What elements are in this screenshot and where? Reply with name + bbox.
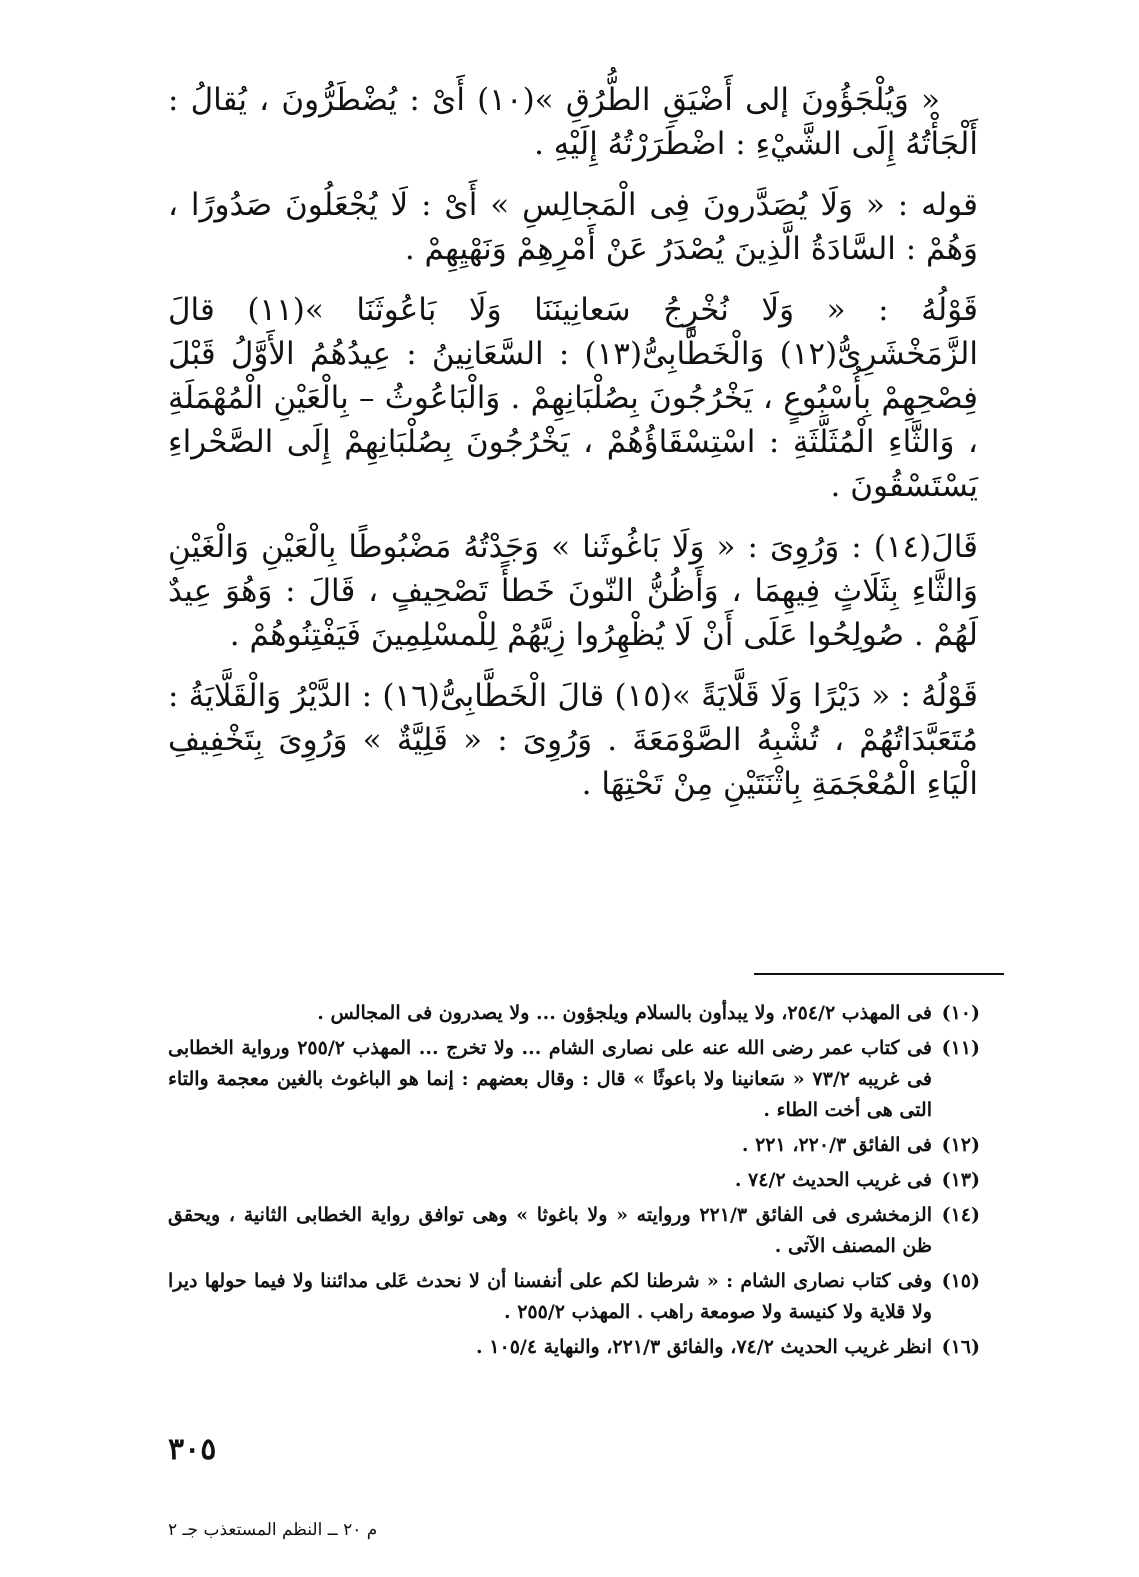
footnote-text: فى غريب الحديث ٧٤/٢ . [734, 1169, 932, 1191]
paragraph-3: قَوْلُهُ : « وَلَا نُخْرِجُ سَعانِينَنَا وَلَا بَاعُوثَنَا »(١١) قالَ الزَّمَخْشَرِىُّ(١٢) وَالْخَطَّابِىُّ(١٣) : السَّعَانِينُ : عِيدُهُمُ الأَوَّلُ قَبْلَ فِصْحِهِمْ بِأُسْبُوعٍ ، يَخْرُجُونَ بِصُلْبَانِهِمْ . وَالْبَاعُوثُ – بِالْعَيْنِ الْمُهْمَلَةِ ، وَالثَّاءِ الْمُثَلَّثَةِ : اسْتِسْقَاؤُهُمْ ، يَخْرُجُونَ بِصُلْبَانِهِمْ إِلَى الصَّحْراءِ يَسْتَسْقُونَ . [168, 292, 978, 504]
footnote-number: (١٠) [941, 1002, 980, 1024]
page-number: ٣٠٥ [168, 1432, 217, 1467]
paragraph-5: قَوْلُهُ : « دَيْرًا وَلَا قَلَّايَةً »(١٥) قالَ الْخَطَّابِىُّ(١٦) : الدَّيْرُ وَالْقَلَّايَةُ : مُتَعَبَّدَاتُهُمْ ، تُشْبِهُ الصَّوْمَعَةَ . وَرُوِىَ : « قَلِيَّةٌ » وَرُوِىَ بِتَخْفِيفِ الْيَاءِ الْمُعْجَمَةِ بِاثْنَتَيْنِ مِنْ تَحْتِهَا . [168, 678, 978, 802]
footnote-12 [168, 1130, 980, 1161]
footnote-16 [168, 1332, 980, 1363]
footnote-text: انظر غريب الحديث ٧٤/٢، والفائق ٢٢١/٣، والنهاية ١٠٥/٤ . [476, 1336, 932, 1358]
footnote-number: (١١) [941, 1037, 980, 1059]
footnote-13 [168, 1165, 980, 1196]
footnote-11 [168, 1033, 980, 1126]
footnote-text: وفى كتاب نصارى الشام : « شرطنا لكم على أنفسنا أن لا نحدث عَلى مدائننا ولا فيما حولها ديرا ولا قلاية ولا كنيسة ولا صومعة راهب . المهذب ٢٥٥/٢ . [168, 1270, 932, 1323]
footnote-text: الزمخشرى فى الفائق ٢٢١/٣ وروايته « ولا باغوثا » وهى توافق رواية الخطابى الثانية ، ويحقق ظن المصنف الآتى . [168, 1204, 932, 1257]
printer-signature: م ٢٠ ــ النظم المستعذب جـ ٢ [168, 1520, 378, 1540]
footnote-number: (١٤) [941, 1204, 980, 1226]
footnote-number: (١٥) [941, 1270, 980, 1292]
footnote-text: فى الفائق ٢٢٠/٣، ٢٢١ . [741, 1134, 932, 1156]
footnote-text: فى كتاب عمر رضى الله عنه على نصارى الشام ... ولا تخرج ... المهذب ٢٥٥/٢ ورواية الخطابى فى غريبه ٧٣/٢ « سَعانينا ولا باعوثًا » قال : وقال بعضهم : إنما هو الباغوث بالغين معجمة والتاء التى هى أخت الطاء . [168, 1037, 933, 1121]
footnote-15 [168, 1266, 980, 1328]
footnote-text: فى المهذب ٢٥٤/٢، ولا يبدأون بالسلام ويلجؤون ... ولا يصدرون فى المجالس . [317, 1002, 932, 1024]
paragraph-2: قوله : « وَلَا يُصَدَّرونَ فِى الْمَجالِسِ » أَىْ : لَا يُجْعَلُونَ صَدُورًا ، وَهُمْ : السَّادَةُ الَّذِينَ يُصْدَرُ عَنْ أَمْرِهِمْ وَنَهْيِهِمْ . [168, 187, 978, 267]
footnotes [168, 998, 980, 1367]
footnote-number: (١٦) [941, 1336, 980, 1358]
footnote-14 [168, 1200, 980, 1262]
footnote-number: (١٣) [941, 1169, 980, 1191]
footnote-number: (١٢) [941, 1134, 980, 1156]
paragraph-1: « وَيُلْجَؤُونَ إلى أَضْيَقِ الطُّرُقِ »(١٠) أَىْ : يُضْطَرُّونَ ، يُقالُ : أَلْجَأْتُهُ إِلَى الشَّيْءِ : اضْطَرَرْتُهُ إِلَيْهِ . [168, 82, 978, 162]
footnote-separator [754, 973, 1004, 975]
footnote-10 [168, 998, 980, 1029]
main-text [168, 78, 978, 823]
paragraph-4: قَالَ(١٤) : وَرُوِىَ : « وَلَا بَاغُوثَنا » وَجَدْتُهُ مَضْبُوطًا بِالْعَيْنِ وَالْغَيْنِ وَالثَّاءِ بِثَلَاثٍ فِيهِمَا ، وَأَظُنُّ النّونَ خَطأً تَصْحِيفٍ ، قَالَ : وَهُوَ عِيدٌ لَهُمْ . صُولِحُوا عَلَى أَنْ لَا يُظْهِرُوا زِيَّهُمْ لِلْمسْلِمِينَ فَيَفْتِنُوهُمْ . [168, 529, 978, 653]
